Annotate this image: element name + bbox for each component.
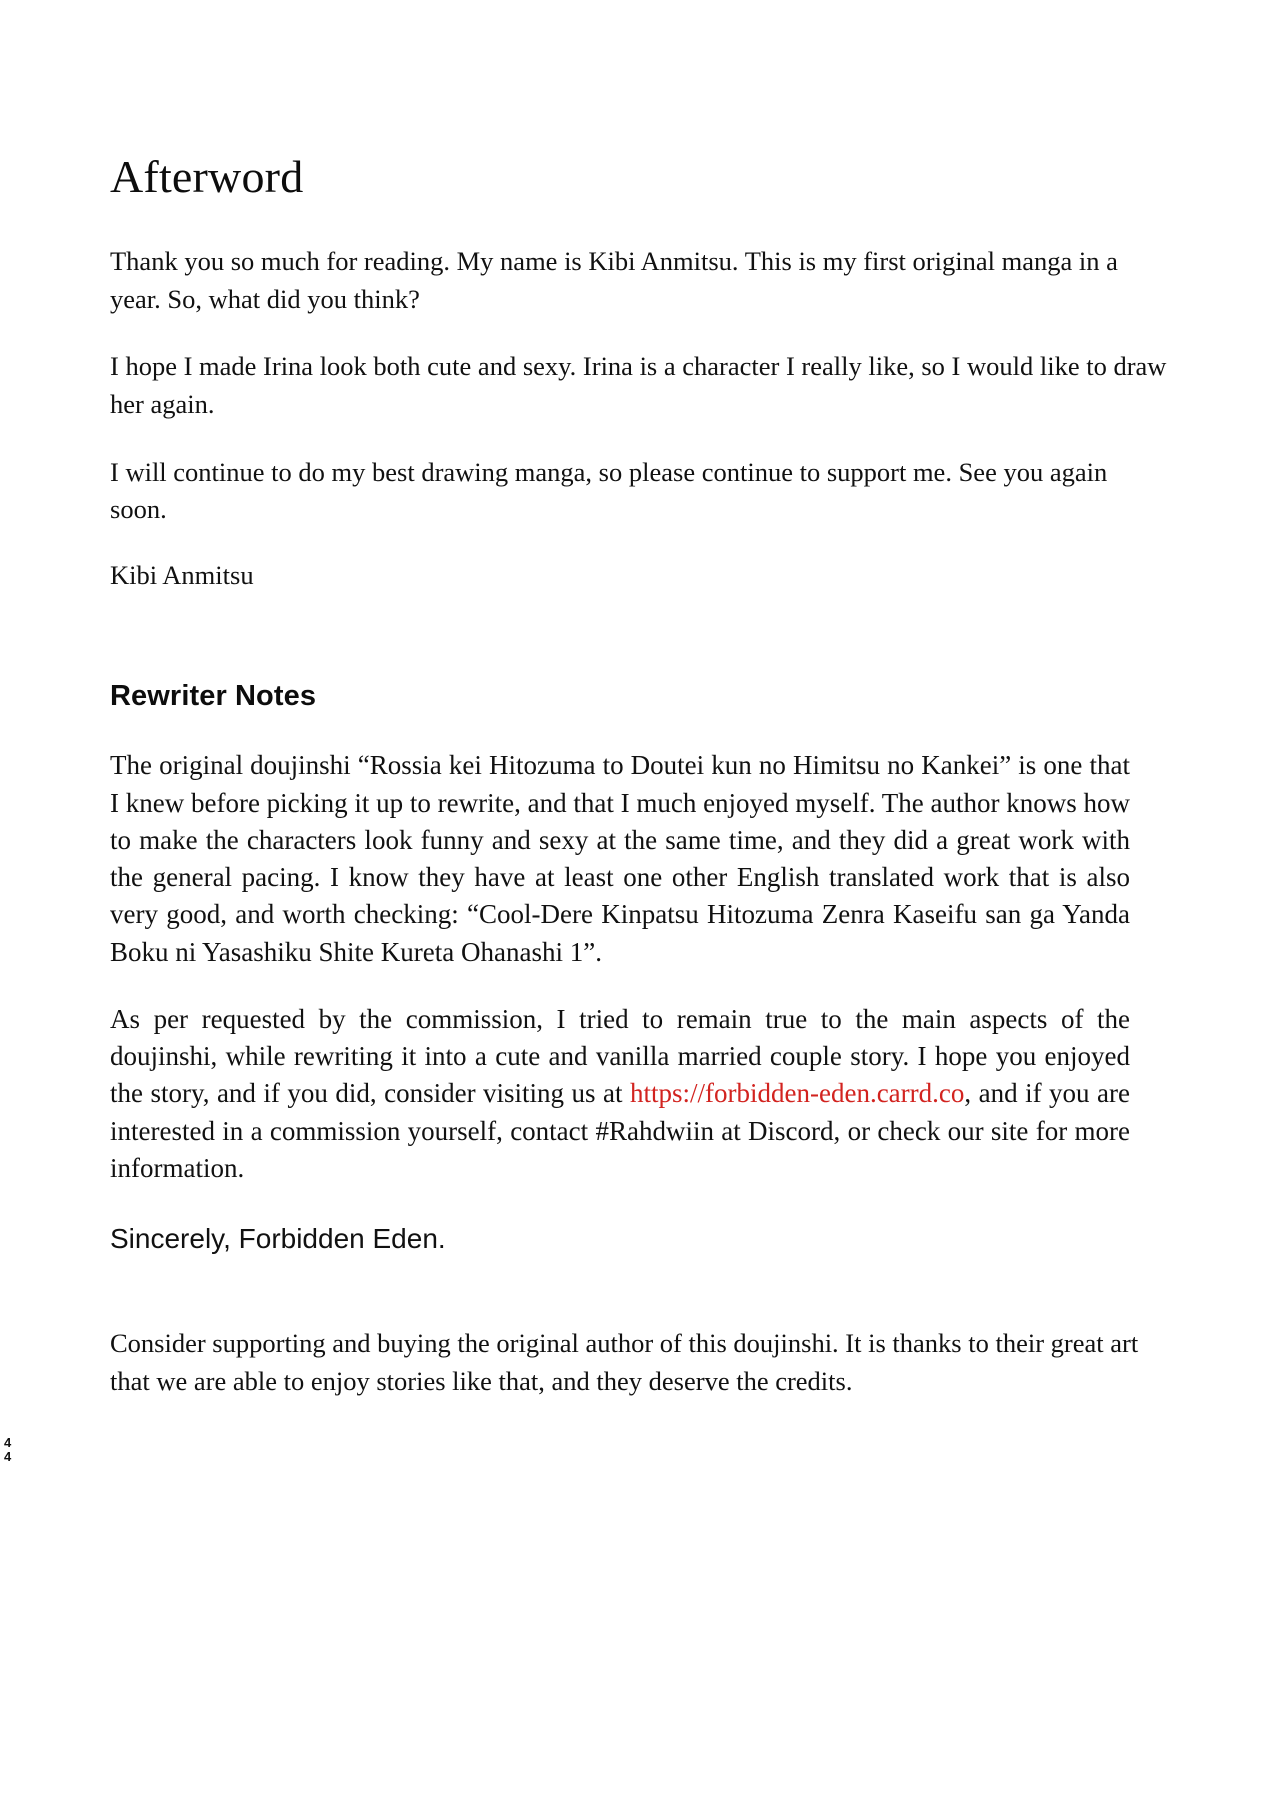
author-signature: Kibi Anmitsu (110, 559, 254, 590)
rewriter-notes-heading: Rewriter Notes (110, 680, 317, 713)
rewriter-notes-paragraph-2 (110, 1001, 1130, 1187)
forbidden-eden-link[interactable]: https://forbidden-eden.carrd.co (630, 1078, 965, 1109)
page-title: Afterword (110, 151, 304, 202)
page-number-digit-2: 4 (4, 1448, 12, 1464)
afterword-paragraph-3: I will continue to do my best drawing manga, so please continue to support me. See you again soon. (110, 456, 1108, 525)
page-content (110, 150, 1170, 1400)
closing-paragraph: Consider supporting and buying the original author of this doujinshi. It is thanks to their great art that we are able to enjoy stories like that, and they deserve the credits. (110, 1328, 1139, 1396)
page-number (4, 1436, 30, 1463)
rewriter-notes-paragraph-2-text-before-link: As per requested by the commission, I tried to remain true to the main aspects of the doujinshi, while rewriting it into a cute and vanilla married couple story. I hope you enjoyed the story, and if you did, consider visiting us at (110, 1003, 1130, 1109)
rewriter-notes-paragraph-1: The original doujinshi “Rossia kei Hitozuma to Doutei kun no Himitsu no Kankei” is one that I knew before picking it up to rewrite, and that I much enjoyed myself. The author knows how to make the characters look funny and sexy at the same time, and they did a great work with the general pacing. I know they have at least one other English translated work that is also very good, and worth checking: “Cool-Dere Kinpatsu Hitozuma Zenra Kaseifu san ga Yanda Boku ni Yasashiku Shite Kureta Ohanashi 1”. (110, 750, 1130, 967)
afterword-paragraph-1: Thank you so much for reading. My name is Kibi Anmitsu. This is my first original manga in a year. So, what did you think? (110, 246, 1118, 314)
page-number-digit-1: 4 (4, 1435, 12, 1450)
sincerely-line: Sincerely, Forbidden Eden. (110, 1223, 446, 1255)
afterword-paragraph-2: I hope I made Irina look both cute and sexy. Irina is a character I really like, so I would like to draw her again. (110, 351, 1167, 419)
rewriter-notes-paragraph-2-text-after-link: , and if you are interested in a commission yourself, contact #Rahdwiin at Discord, or check our site for more information. (110, 1078, 1131, 1183)
